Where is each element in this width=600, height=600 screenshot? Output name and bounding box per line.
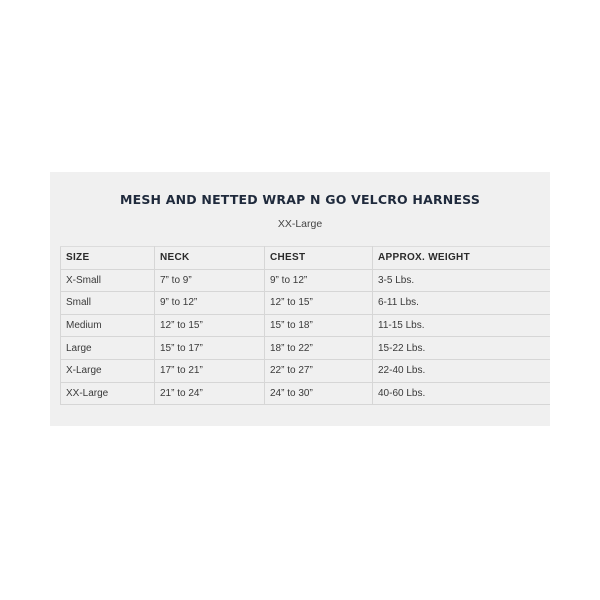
- size-chart-panel: [50, 172, 550, 426]
- column-header-weight: APPROX. WEIGHT: [373, 247, 551, 270]
- cell-weight: 11-15 Lbs.: [373, 314, 551, 337]
- table-row: [61, 292, 551, 315]
- cell-chest: 12” to 15”: [265, 292, 373, 315]
- cell-size: Large: [61, 337, 155, 360]
- cell-neck: 21” to 24”: [155, 382, 265, 405]
- cell-chest: 24” to 30”: [265, 382, 373, 405]
- cell-neck: 7” to 9”: [155, 269, 265, 292]
- table-header-row: [61, 247, 551, 270]
- cell-size: Medium: [61, 314, 155, 337]
- column-header-neck: NECK: [155, 247, 265, 270]
- size-table: [60, 246, 550, 405]
- cell-chest: 9” to 12”: [265, 269, 373, 292]
- chart-subtitle: XX-Large: [277, 218, 323, 230]
- cell-size: X-Large: [61, 359, 155, 382]
- cell-size: X-Small: [61, 269, 155, 292]
- cell-size: XX-Large: [61, 382, 155, 405]
- cell-chest: 22” to 27”: [265, 359, 373, 382]
- table-row: [61, 337, 551, 360]
- cell-weight: 40-60 Lbs.: [373, 382, 551, 405]
- cell-weight: 22-40 Lbs.: [373, 359, 551, 382]
- cell-neck: 12” to 15”: [155, 314, 265, 337]
- table-row: [61, 314, 551, 337]
- table-row: [61, 269, 551, 292]
- chart-title: MESH AND NETTED WRAP N GO VELCRO HARNESS: [119, 192, 481, 207]
- cell-chest: 18” to 22”: [265, 337, 373, 360]
- cell-size: Small: [61, 292, 155, 315]
- cell-neck: 17” to 21”: [155, 359, 265, 382]
- table-row: [61, 359, 551, 382]
- cell-neck: 15” to 17”: [155, 337, 265, 360]
- cell-neck: 9” to 12”: [155, 292, 265, 315]
- column-header-size: SIZE: [61, 247, 155, 270]
- table-row: [61, 382, 551, 405]
- cell-weight: 3-5 Lbs.: [373, 269, 551, 292]
- cell-weight: 6-11 Lbs.: [373, 292, 551, 315]
- cell-weight: 15-22 Lbs.: [373, 337, 551, 360]
- column-header-chest: CHEST: [265, 247, 373, 270]
- cell-chest: 15” to 18”: [265, 314, 373, 337]
